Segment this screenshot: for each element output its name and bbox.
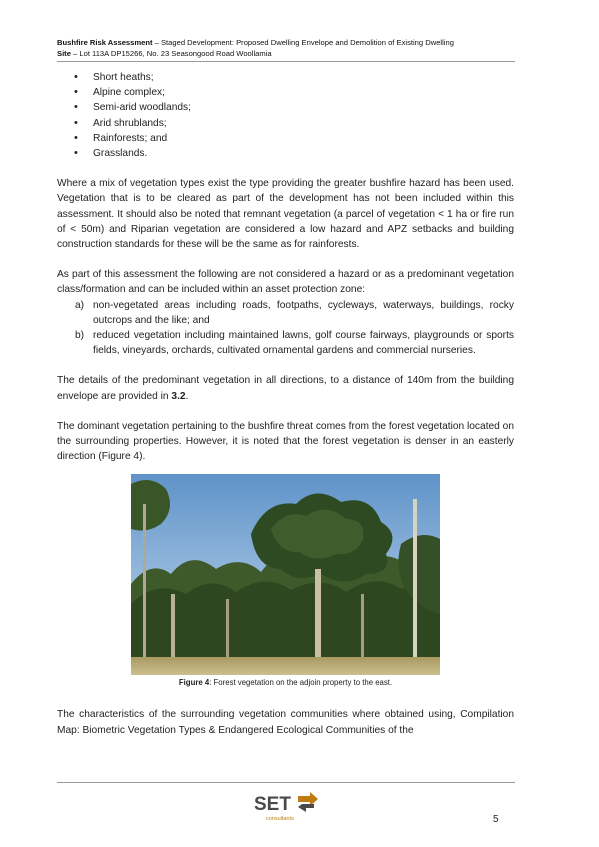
header-divider: [57, 61, 515, 62]
page-number: 5: [493, 814, 499, 825]
footer-divider: [57, 782, 515, 783]
header-line-1: [57, 37, 515, 48]
set-consultants-logo: [250, 790, 330, 824]
figure-label: Figure 4: [178, 678, 210, 688]
list-item: • Semi-arid woodlands;: [74, 100, 514, 115]
header-site-value: – Lot 113A DP15266, No. 23 Seasongood Road Woollamia: [70, 49, 272, 58]
list-item: [75, 328, 514, 358]
header-subtitle: – Staged Development: Proposed Dwelling Envelope and Demolition of Existing Dwelling: [152, 38, 454, 47]
paragraph-vegetation-mix: Where a mix of vegetation types exist the type providing the greater bushfire hazard has been used. Vegetation that is to be cleared as part of the development has not been included within this assessment. It should also be noted that remnant vegetation (a parcel of vegetation < 1 ha or fire run of < 50m) and Riparian vegetation are considered a low hazard and APZ setbacks and building construction standards for these will be the same as for rainforests.: [57, 178, 514, 251]
list-item-text: non-vegetated areas including roads, footpaths, cycleways, waterways, buildings, rocky outcrops and the like; and: [93, 299, 514, 326]
paragraph-dominant-threat: The dominant vegetation pertaining to the bushfire threat comes from the forest vegetation located on the surrounding properties. However, it is noted that the forest vegetation is denser in an easterly direction (Figure 4).: [57, 420, 515, 463]
list-item: [75, 298, 514, 328]
non-hazard-list: [57, 298, 514, 359]
list-item: • Alpine complex;: [74, 85, 514, 100]
vegetation-type-list: [57, 70, 514, 161]
header-line-2: [57, 48, 515, 59]
header-title: Bushfire Risk Assessment: [57, 38, 153, 47]
list-item: • Grasslands.: [74, 146, 514, 161]
page-header: [57, 37, 515, 59]
forest-photo: [131, 474, 440, 675]
list-item: • Rainforests; and: [74, 131, 514, 146]
section-reference: 3.2: [171, 390, 186, 402]
paragraph-not-hazard: As part of this assessment the following are not considered a hazard or as a predominant vegetation class/formation and can be included within an asset protection zone:: [57, 269, 514, 296]
list-item-text: reduced vegetation including maintained lawns, golf course fairways, playgrounds or sports fields, vineyards, orchards, cultivated ornamental gardens and commercial nurseries.: [93, 330, 514, 357]
paragraph-predominant-vegetation: The details of the predominant vegetation in all directions, to a distance of 140m from the building envelope are provided in 3.2.: [57, 375, 514, 402]
figure-caption: Figure 4: Forest vegetation on the adjoin property to the east.: [178, 678, 393, 688]
list-marker: b): [75, 330, 85, 342]
logo-arrows-icon: [298, 792, 318, 812]
list-item: • Arid shrublands;: [74, 116, 514, 131]
figure-4: [57, 474, 514, 688]
logo-subtext: consultants: [266, 816, 294, 822]
paragraph-vegetation-communities: The characteristics of the surrounding vegetation communities where obtained using, Compilation Map: Biometric Vegetation Types & Endangered Ecological Communities of the: [57, 709, 514, 736]
list-marker: a): [75, 299, 85, 311]
logo-text: SET: [254, 794, 291, 815]
header-site-label: Site: [57, 49, 71, 58]
list-item: • Short heaths;: [74, 70, 514, 85]
page-content: [57, 70, 514, 738]
